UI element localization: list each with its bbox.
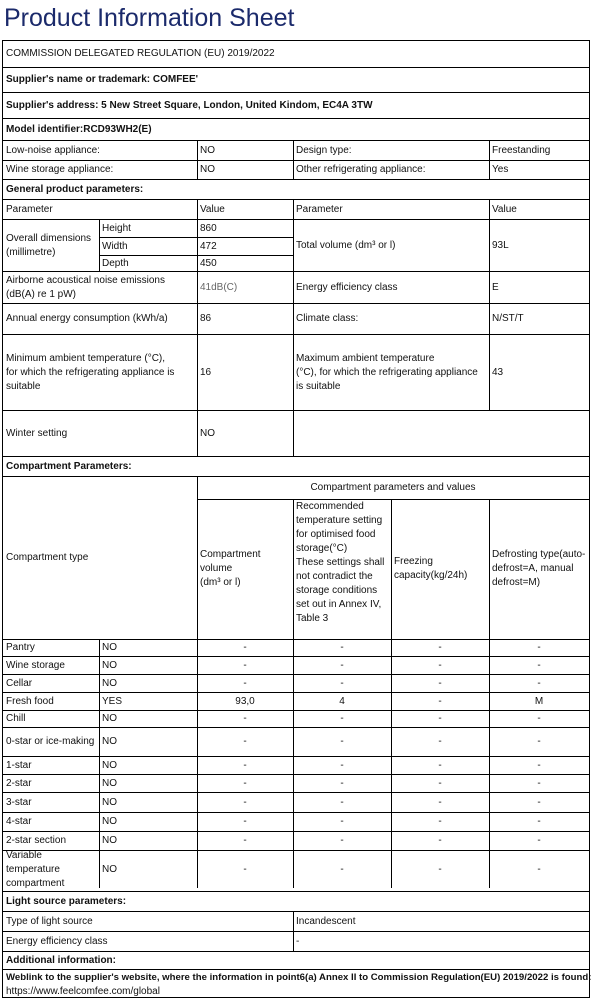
compartment-name: 4-star [6, 816, 32, 827]
height-value: 860 [200, 222, 217, 234]
min-temp-value: 16 [200, 366, 212, 378]
light-class-value: - [296, 935, 300, 947]
param-header-row [3, 199, 589, 219]
table-row [3, 774, 589, 792]
compartment-name: Variable temperature compartment [6, 849, 65, 889]
compartment-volume: - [243, 677, 247, 689]
other-appliance-label: Other refrigerating appliance: [296, 164, 426, 175]
compartment-temp: - [340, 863, 344, 875]
compartment-volume: - [243, 816, 247, 827]
col-volume-label: Compartment volume (dm³ or l) [200, 549, 261, 588]
compartment-name: Pantry [6, 642, 35, 653]
col-defrost-label: Defrosting type(auto-defrost=A, manual defrost=M) [492, 549, 586, 588]
regulation-row [3, 41, 589, 67]
col-temp-label: Recommended temperature setting for optimised food storage(°C) These settings shall not contradict the storage conditions set out in Annex IV, Table 3 [296, 501, 385, 624]
compartment-name: 2-star section [6, 835, 67, 846]
climate-class-label: Climate class: [296, 313, 359, 324]
weblink-row [3, 969, 592, 998]
table-row [3, 674, 589, 692]
weblink-url[interactable]: https://www.feelcomfee.com/global [6, 985, 160, 997]
energy-class-label: Energy efficiency class [296, 281, 398, 293]
ambient-temp-row [3, 334, 589, 410]
light-class-label: Energy efficiency class [6, 935, 108, 947]
light-type-value: Incandescent [296, 915, 356, 927]
width-value: 472 [197, 237, 293, 255]
supplier-name: Supplier's name or trademark: COMFEE' [6, 74, 199, 85]
param-header-value: Value [200, 203, 225, 215]
compartment-volume: 93,0 [235, 695, 255, 707]
table-row [3, 710, 589, 727]
compartment-defrost: - [537, 642, 541, 653]
compartment-temp: - [340, 816, 344, 827]
compartment-flag: NO [102, 796, 117, 808]
compartment-group-label: Compartment parameters and values [310, 482, 476, 493]
compartment-volume: - [243, 713, 247, 724]
weblink-text: Weblink to the supplier's website, where the information in point6(a) Annex II to Commission Regulation(EU) 2019/2022 is found: [6, 971, 592, 983]
compartment-table-header [3, 476, 589, 639]
compartment-flag: YES [102, 695, 123, 707]
energy-row [3, 303, 589, 334]
compartment-name: Chill [6, 713, 26, 724]
compartment-flag: NO [102, 713, 117, 724]
compartment-freezing: - [438, 695, 442, 707]
compartment-defrost: - [537, 835, 541, 846]
compartment-defrost: M [534, 695, 544, 707]
compartment-temp: - [340, 642, 344, 653]
compartment-type-label: Compartment type [6, 552, 89, 563]
compartment-temp: - [340, 713, 344, 724]
compartment-volume: - [243, 659, 247, 671]
max-temp-value: 43 [492, 366, 504, 378]
compartment-flag: NO [102, 863, 117, 875]
light-header: Light source parameters: [6, 895, 127, 907]
compartment-defrost: - [537, 777, 541, 789]
light-header-row [3, 891, 589, 911]
compartment-temp: - [340, 677, 344, 689]
depth-label: Depth [99, 255, 197, 272]
energy-consumption-label: Annual energy consumption (kWh/a) [6, 313, 168, 324]
model-identifier: Model identifier:RCD93WH2(E) [6, 123, 152, 135]
width-label: Width [99, 237, 197, 255]
model-identifier-row [3, 118, 589, 140]
min-temp-label: Minimum ambient temperature (°C), for which the refrigerating appliance is suitable [6, 352, 175, 392]
compartment-volume: - [243, 642, 247, 653]
compartment-name: Wine storage [6, 659, 65, 671]
low-noise-row [3, 140, 589, 160]
supplier-address-row [3, 92, 589, 118]
compartment-name: 3-star [6, 796, 32, 808]
compartment-temp: - [340, 796, 344, 808]
compartment-freezing: - [438, 759, 442, 771]
compartment-freezing: - [438, 713, 442, 724]
compartment-name: 0-star or ice-making [6, 736, 95, 747]
table-row [3, 639, 589, 656]
compartment-freezing: - [438, 736, 442, 747]
depth-value: 450 [197, 255, 293, 272]
compartment-temp: - [340, 736, 344, 747]
compartment-freezing: - [438, 816, 442, 827]
dimensions-label: Overall dimensions (millimetre) [6, 232, 92, 258]
noise-row [3, 271, 589, 303]
compartment-flag: NO [102, 736, 117, 747]
general-header: General product parameters: [6, 183, 144, 195]
winter-row [3, 410, 589, 456]
compartment-freezing: - [438, 659, 442, 671]
general-header-row [3, 179, 589, 199]
compartment-flag: NO [102, 759, 117, 771]
compartment-flag: NO [102, 677, 117, 689]
compartment-volume: - [243, 863, 247, 875]
compartment-name: 2-star [6, 777, 32, 789]
table-row [3, 756, 589, 774]
compartment-freezing: - [438, 777, 442, 789]
compartment-freezing: - [438, 796, 442, 808]
compartment-flag: NO [102, 816, 117, 827]
compartment-volume: - [243, 736, 247, 747]
table-row [3, 792, 589, 812]
light-type-label: Type of light source [6, 915, 93, 927]
table-row [3, 812, 589, 831]
compartment-defrost: - [537, 863, 541, 875]
compartment-defrost: - [537, 759, 541, 771]
max-temp-label: Maximum ambient temperature (°C), for which the refrigerating appliance is suitable [296, 352, 478, 392]
other-appliance-value: Yes [492, 164, 509, 175]
compartment-defrost: - [537, 659, 541, 671]
compartment-name: Cellar [6, 677, 33, 689]
compartment-volume: - [243, 759, 247, 771]
supplier-address: Supplier's address: 5 New Street Square, London, United Kindom, EC4A 3TW [6, 99, 373, 111]
info-sheet-table [2, 40, 590, 998]
energy-class-value: E [492, 281, 499, 293]
compartment-defrost: - [537, 677, 541, 689]
dimensions-block [3, 219, 589, 271]
col-freezing-label: Freezing capacity(kg/24h) [394, 556, 468, 581]
compartment-temp: - [340, 659, 344, 671]
compartment-freezing: - [438, 677, 442, 689]
wine-storage-row [3, 160, 589, 179]
design-type-value: Freestanding [492, 144, 551, 156]
table-row [3, 656, 589, 674]
compartment-freezing: - [438, 642, 442, 653]
compartment-volume: - [243, 835, 247, 846]
additional-header-row [3, 951, 589, 969]
wine-storage-value: NO [200, 164, 215, 175]
energy-consumption-value: 86 [200, 313, 212, 324]
winter-value: NO [200, 427, 215, 439]
table-row [3, 692, 589, 710]
compartment-name: Fresh food [6, 695, 54, 707]
light-class-row [3, 931, 589, 951]
total-volume-value: 93L [492, 239, 509, 251]
height-label: Height [102, 222, 131, 234]
total-volume-label: Total volume (dm³ or l) [296, 239, 396, 251]
noise-value: 41dB(C) [200, 281, 238, 293]
compartment-flag: NO [102, 835, 117, 846]
page-title: Product Information Sheet [4, 4, 295, 32]
low-noise-value: NO [200, 144, 215, 156]
table-row [3, 850, 589, 888]
param-header-value-2: Value [492, 203, 517, 215]
compartment-temp: - [340, 759, 344, 771]
compartment-flag: NO [102, 642, 117, 653]
compartment-volume: - [243, 796, 247, 808]
wine-storage-label: Wine storage appliance: [6, 164, 114, 175]
compartment-freezing: - [438, 835, 442, 846]
design-type-label: Design type: [296, 144, 352, 156]
light-type-row [3, 911, 589, 931]
compartment-temp: - [340, 777, 344, 789]
compartment-header-row [3, 456, 589, 476]
low-noise-label: Low-noise appliance: [6, 144, 100, 156]
climate-class-value: N/ST/T [492, 313, 524, 324]
compartment-defrost: - [537, 816, 541, 827]
compartment-defrost: - [537, 736, 541, 747]
compartment-name: 1-star [6, 759, 32, 771]
table-row [3, 831, 589, 850]
compartment-volume: - [243, 777, 247, 789]
compartment-defrost: - [537, 796, 541, 808]
compartment-defrost: - [537, 713, 541, 724]
compartment-header: Compartment Parameters: [6, 460, 132, 472]
param-header-label: Parameter [6, 203, 53, 215]
winter-label: Winter setting [6, 427, 68, 439]
compartment-temp: - [340, 835, 344, 846]
noise-label: Airborne acoustical noise emissions (dB(A) re 1 pW) [6, 274, 165, 300]
compartment-freezing: - [438, 863, 442, 875]
param-header-label-2: Parameter [296, 203, 343, 215]
supplier-name-row [3, 67, 589, 92]
compartment-flag: NO [102, 777, 117, 789]
compartment-temp: 4 [339, 695, 345, 707]
additional-header: Additional information: [6, 954, 116, 966]
regulation-text: COMMISSION DELEGATED REGULATION (EU) 2019/2022 [6, 48, 275, 59]
compartment-flag: NO [102, 659, 117, 671]
table-row [3, 727, 589, 756]
